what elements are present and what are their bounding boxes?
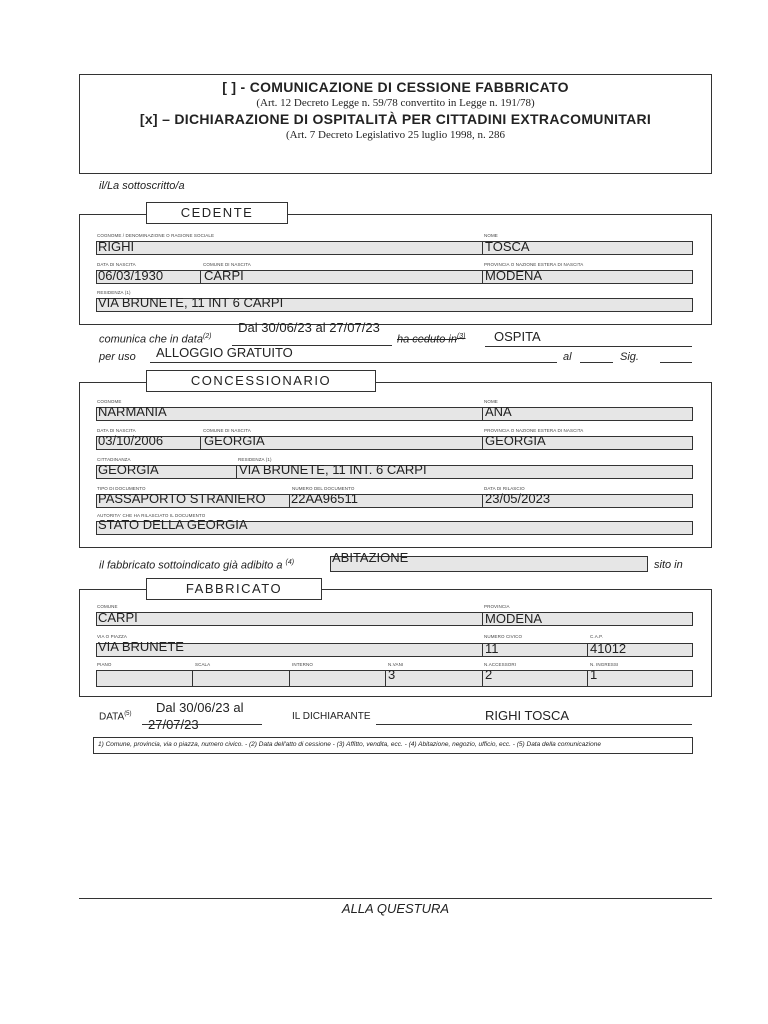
footnote-text: 1) Comune, provincia, via o piazza, numero civico. - (2) Data dell'atto di cessione - (3) Affitto, vendita, ecc. - (4) Abitazione, negozio, ufficio, ecc. - (5) Data della comunicazione [98,741,601,748]
concessionario-title: CONCESSIONARIO [146,370,376,392]
fabb-accessori-label: N.ACCESSORI [484,662,517,667]
cedente-cognome: RIGHI [98,239,135,254]
divider [587,643,588,657]
divider [587,670,588,687]
ceduto-line [485,346,692,347]
sig-label: Sig. [620,351,639,363]
divider [236,465,237,479]
fabb-row1-field[interactable] [96,612,693,626]
divider [289,670,290,687]
conc-cittadinanza: GEORGIA [98,462,159,477]
cedente-residenza-label: RESIDENZA (1) [97,290,131,295]
sup-5: (5) [124,711,132,717]
divider [482,241,483,255]
cedente-provincia-label: PROVINCIA O NAZIONE ESTERA DI NASCITA [484,262,584,267]
divider [482,407,483,421]
comunica-label-text: comunica che in data [99,333,203,346]
conc-autorita-label: AUTORITA' CHE HA RILASCIATO IL DOCUMENTO [97,513,206,518]
header-line1 [79,79,712,95]
comunica-date: Dal 30/06/23 al 27/07/23 [238,320,380,335]
divider [200,436,201,450]
cedente-row2-field[interactable] [96,270,693,284]
conc-numero-doc: 22AA96511 [291,491,358,506]
cedente-data-nascita: 06/03/1930 [98,268,164,283]
fabb-scala-label: SCALA [195,662,211,667]
cedente-provincia: MODENA [485,268,543,283]
header-sub2: (Art. 7 Decreto Legislativo 25 luglio 1998, n. 286 [285,129,506,141]
fabbricato-title: FABBRICATO [146,578,322,600]
conc-tipo-doc: PASSAPORTO STRANIERO [98,491,266,506]
cedente-cognome-label: COGNOME / DENOMINAZIONE O RAGIONE SOCIALE [97,233,215,238]
cedente-row1-field[interactable] [96,241,693,255]
divider [482,270,483,284]
cedente-nome-label: NOME [484,233,498,238]
conc-cittadinanza-label: CITTADINANZA [97,457,131,462]
divider [482,494,483,508]
fabbricato-line-label [99,559,294,572]
cedente-comune-nascita: CARPI [204,268,244,283]
fabb-via: VIA BRUNETE [98,639,184,654]
divider [482,436,483,450]
conc-row2-field[interactable] [96,433,693,450]
sito-in-label: sito in [654,559,683,571]
header-sub1: (Art. 12 Decreto Legge n. 59/78 convertito in Legge n. 191/78) [256,97,535,109]
conc-cognome-label: COGNOME [97,399,122,404]
footer-text: ALLA QUESTURA [341,901,450,916]
fabb-cap: 41012 [590,641,627,656]
divider [200,270,201,284]
fabb-provincia: MODENA [485,611,543,626]
fabb-vani-label: N.VANI [388,662,404,667]
sup-2: (2) [202,333,212,340]
header-title-ospitalita: – DICHIARAZIONE DI OSPITALITÀ PER CITTADINI EXTRACOMUNITARI [162,111,652,127]
sig-line [660,362,692,363]
fabb-provincia-label: PROVINCIA [484,604,510,609]
fabb-comune-label: COMUNE [97,604,118,609]
conc-provincia: GEORGIA [485,433,546,448]
divider [482,643,483,657]
uso-value: ALLOGGIO GRATUITO [156,345,293,360]
fabb-vani: 3 [388,667,396,682]
fabb-via-label: VIA O PIAZZA [97,634,127,639]
conc-residenza: VIA BRUNETE, 11 INT. 6 CARPI [239,462,427,477]
fabb-civico-label: NUMERO CIVICO [484,634,523,639]
firma-data-line1: Dal 30/06/23 al [156,700,244,715]
checkbox-cessione[interactable]: [ ] [222,79,237,95]
al-line [580,362,613,363]
fabb-comune: CARPI [98,610,138,625]
conc-comune-nascita-label: COMUNE DI NASCITA [203,428,251,433]
footer-line [79,898,712,899]
cedente-residenza: VIA BRUNETE, 11 INT 6 CARPI [98,295,284,310]
conc-data-nascita: 03/10/2006 [98,433,164,448]
conc-provincia-label: PROVINCIA O NAZIONE ESTERA DI NASCITA [484,428,584,433]
cedente-comune-nascita-label: COMUNE DI NASCITA [203,262,251,267]
sup-3: (3) [456,333,466,340]
al-label: al [563,351,572,363]
cedente-nome: TOSCA [485,239,530,254]
firma-data-line2: 27/07/23 [148,717,199,732]
fabb-accessori: 2 [485,667,493,682]
ceduto-label [397,333,466,346]
sup-4: (4) [285,559,295,566]
divider [385,670,386,687]
fabb-piano-label: PIANO [97,662,112,667]
adibito-value: ABITAZIONE [332,550,409,565]
firma-data-label-text: DATA [99,711,125,723]
firma-data-line [142,724,262,725]
conc-data-rilascio: 23/05/2023 [485,491,551,506]
divider [482,612,483,626]
uso-line [150,362,557,363]
conc-row1-field[interactable] [96,404,693,421]
comunica-label [99,333,212,346]
divider [482,670,483,687]
conc-data-rilascio-label: DATA DI RILASCIO [484,486,525,491]
fabbricato-line-text: il fabbricato sottoindicato già adibito a [99,559,283,572]
dichiarante-line [376,724,692,725]
conc-numero-doc-label: NUMERO DEL DOCUMENTO [292,486,355,491]
fabb-ingressi: 1 [590,667,598,682]
cedente-title: CEDENTE [146,202,288,224]
fabb-interno-label: INTERNO [292,662,313,667]
conc-residenza-label: RESIDENZA (1) [238,457,272,462]
conc-cognome: NARMANIA [98,404,167,419]
ceduto-value: OSPITA [494,329,541,344]
dichiarante-label: IL DICHIARANTE [292,711,371,722]
uso-label: per uso [99,351,136,363]
fabb-cap-label: C.A.P. [590,634,604,639]
conc-nome: ANA [485,404,512,419]
ceduto-label-text: ha ceduto in [397,333,457,346]
conc-autorita: STATO DELLA GEORGIA [98,517,248,532]
divider [289,494,290,508]
intro-text: il/La sottoscritto/a [99,180,185,192]
fabb-ingressi-label: N. INGRESSI [590,662,619,667]
divider [192,670,193,687]
conc-comune-nascita: GEORGIA [204,433,265,448]
firma-data-label [99,711,132,722]
conc-tipo-doc-label: TIPO DI DOCUMENTO [97,486,146,491]
dichiarante-name: RIGHI TOSCA [485,708,570,723]
conc-data-nascita-label: DATA DI NASCITA [97,428,136,433]
conc-nome-label: NOME [484,399,498,404]
header-title-cessione: - COMUNICAZIONE DI CESSIONE FABBRICATO [240,79,569,95]
cedente-data-nascita-label: DATA DI NASCITA [97,262,136,267]
header-line2 [79,111,712,127]
checkbox-ospitalita[interactable]: [x] [139,111,158,127]
fabb-civico: 11 [485,641,499,656]
